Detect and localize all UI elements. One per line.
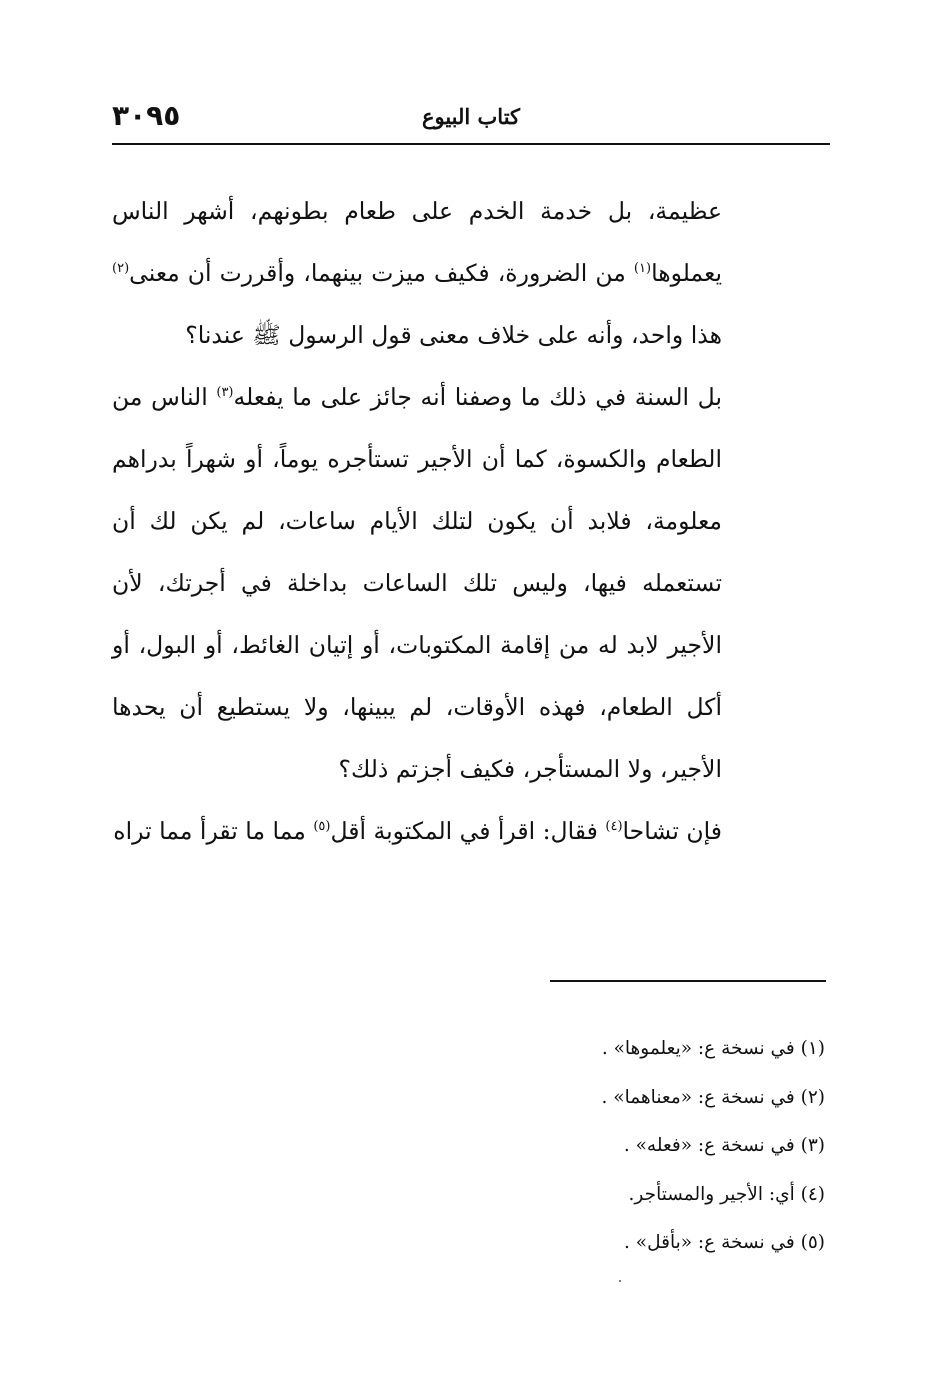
text-segment: مما ما تقرأ مما تراه	[113, 817, 314, 845]
paragraph-3	[112, 800, 722, 862]
page-header	[112, 98, 830, 142]
footnote-1: (١) في نسخة ع: «يعلموها» .	[601, 1038, 825, 1059]
footnote-rule	[550, 980, 826, 982]
text-segment: الناس من الطعام والكسوة، كما أن الأجير تستأجره يوماً، أو شهراً بدراهم معلومة، فلابد أن يكون لتلك الأيام ساعات، لم يكن لك أن تستعمله فيها، وليس تلك الساعات بداخلة في أجرتك، لأن الأجير لابد له من إقامة المكتوبات، أو إتيان الغائط، أو البول، أو أكل الطعام، فهذه الأوقات، لم يبينها، ولا يستطيع أن يحدها الأجير، ولا المستأجر، فكيف أجزتم ذلك؟	[112, 383, 722, 783]
text-segment: هذا واحد، وأنه على خلاف معنى قول الرسول ﷺ عندنا؟	[185, 321, 722, 349]
text-segment: من الضرورة، فكيف ميزت بينهما، وأقررت أن معنى	[129, 259, 634, 287]
footnote-ref-3: (٣)	[216, 385, 234, 401]
footnote-4: (٤) أي: الأجير والمستأجر.	[628, 1183, 825, 1205]
footnote-5: (٥) في نسخة ع: «بأقل» .	[624, 1232, 825, 1253]
scan-speck	[619, 1280, 621, 1282]
footnote-ref-4: (٤)	[605, 819, 623, 835]
footnotes	[405, 1025, 825, 1268]
text-segment: فقال: اقرأ في المكتوبة أقل	[330, 817, 606, 845]
footnote-3: (٣) في نسخة ع: «فعله» .	[623, 1135, 825, 1156]
footnote-ref-5: (٥)	[313, 819, 331, 835]
text-segment: فإن تشاحا	[622, 817, 722, 845]
paragraph-1	[112, 180, 722, 366]
text-segment: عظيمة، بل خدمة الخدم على طعام بطونهم، أشهر الناس يعملوها	[112, 197, 722, 287]
main-text	[112, 180, 722, 862]
text-segment: بل السنة في ذلك ما وصفنا أنه جائز على ما يفعله	[233, 383, 723, 411]
page-number: ٣٠٩٥	[112, 99, 181, 132]
paragraph-2	[112, 366, 722, 800]
footnote-2: (٢) في نسخة ع: «معناهما» .	[601, 1086, 825, 1108]
footnote-ref-2: (٢)	[112, 261, 130, 277]
header-rule	[112, 143, 830, 145]
running-title: كتاب البيوع	[421, 104, 521, 129]
footnote-ref-1: (١)	[633, 261, 652, 277]
